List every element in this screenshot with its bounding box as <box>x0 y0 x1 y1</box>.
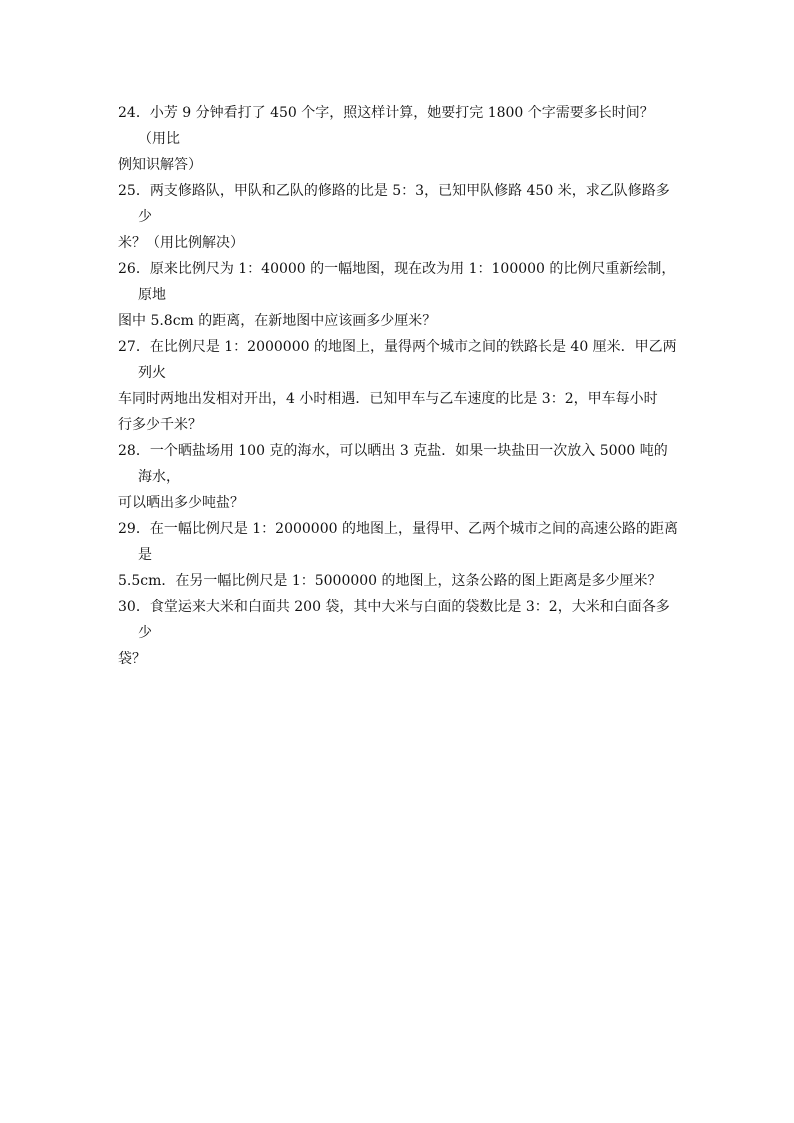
question-30 <box>118 594 678 672</box>
question-28 <box>118 438 678 516</box>
question-line: 例知识解答） <box>118 157 202 173</box>
question-line: 行多少千米？ <box>118 417 202 433</box>
question-line: 5.5cm．在另一幅比例尺是 1：5000000 的地图上，这条公路的图上距离是多少厘米？ <box>118 573 662 589</box>
question-29 <box>118 516 678 594</box>
question-line: 26．原来比例尺为 1：40000 的一幅地图，现在改为用 1：100000 的比例尺重新绘制，原地 <box>118 261 676 303</box>
question-line: 27．在比例尺是 1：2000000 的地图上，量得两个城市之间的铁路长是 40 厘米．甲乙两列火 <box>118 339 677 381</box>
question-line: 29．在一幅比例尺是 1：2000000 的地图上，量得甲、乙两个城市之间的高速公路的距离是 <box>118 521 678 563</box>
question-line: 30．食堂运来大米和白面共 200 袋，其中大米与白面的袋数比是 3：2，大米和白面各多少 <box>118 599 670 641</box>
question-line: 米？（用比例解决） <box>118 235 244 251</box>
question-line: 28．一个晒盐场用 100 克的海水，可以晒出 3 克盐．如果一块盐田一次放入 5000 吨的海水， <box>118 443 668 485</box>
question-25 <box>118 178 678 256</box>
question-27 <box>118 334 678 438</box>
question-line: 25．两支修路队，甲队和乙队的修路的比是 5：3，已知甲队修路 450 米，求乙队修路多少 <box>118 183 670 225</box>
question-line: 车同时两地出发相对开出，4 小时相遇．已知甲车与乙车速度的比是 3：2，甲车每小时 <box>118 391 658 407</box>
question-24 <box>118 100 678 178</box>
question-line: 24．小芳 9 分钟看打了 450 个字，照这样计算，她要打完 1800 个字需要多长时间？（用比 <box>118 105 654 147</box>
question-line: 图中 5.8cm 的距离，在新地图中应该画多少厘米？ <box>118 313 437 329</box>
question-list <box>118 100 678 672</box>
question-line: 可以晒出多少吨盐？ <box>118 495 244 511</box>
question-26 <box>118 256 678 334</box>
question-line: 袋？ <box>118 651 146 667</box>
